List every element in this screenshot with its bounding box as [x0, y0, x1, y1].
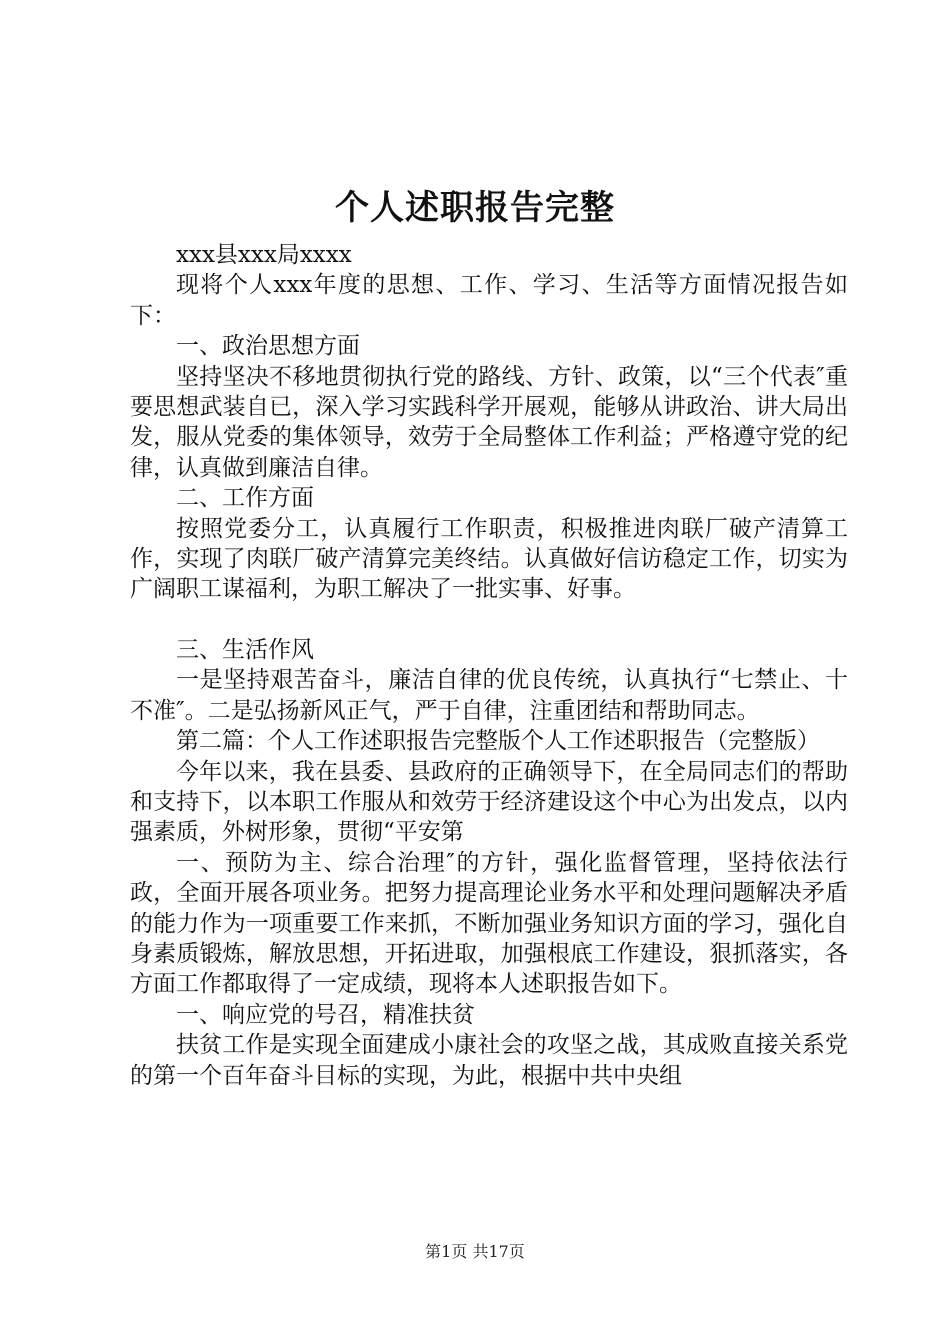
document-body — [130, 240, 848, 1091]
page-number-footer: 第1页 共17页 — [425, 1242, 525, 1261]
intro-paragraph: 现将个人xxx年度的思想、工作、学习、生活等方面情况报告如下： — [130, 272, 848, 329]
addressee-line: xxx县xxx局xxxx — [176, 242, 352, 268]
second-article-heading: 第二篇：个人工作述职报告完整版个人工作述职报告（完整版） — [176, 728, 820, 755]
work-paragraph: 按照党委分工，认真履行工作职责，积极推进肉联厂破产清算工作，实现了肉联厂破产清算完美终结。认真做好信访稳定工作，切实为广阔职工谋福利，为职工解决了一批实事、好事。 — [130, 515, 848, 603]
second-article-intro: 今年以来，我在县委、县政府的正确领导下，在全局同志们的帮助和支持下，以本职工作服从和效劳于经济建设这个中心为出发点，以内强素质，外树形象，贯彻“平安第 — [130, 758, 848, 846]
section-heading-poverty: 一、响应党的号召，精准扶贫 — [176, 1001, 475, 1028]
document-title: 个人述职报告完整 — [335, 188, 615, 228]
politics-paragraph: 坚持坚决不移地贯彻执行党的路线、方针、政策，以“三个代表″重要思想武装自已，深入学习实践科学开展观，能够从讲政治、讲大局出发，服从党委的集体领导，效劳于全局整体工作利益；严格遵守党的纪律，认真做到廉洁自律。 — [130, 363, 848, 481]
poverty-paragraph: 扶贫工作是实现全面建成小康社会的攻坚之战，其成败直接关系党的第一个百年奋斗目标的实现，为此，根据中共中央组 — [130, 1032, 848, 1089]
conduct-paragraph: 一是坚持艰苦奋斗，廉洁自律的优良传统，认真执行“七禁止、十不准″。二是弘扬新风正气，严于自律，注重团结和帮助同志。 — [130, 667, 848, 724]
section-heading-work: 二、工作方面 — [176, 485, 314, 512]
second-article-paragraph: 一、预防为主、综合治理″的方针，强化监督管理，坚持依法行政，全面开展各项业务。把努力提高理论业务水平和处理问题解决矛盾的能力作为一项重要工作来抓，不断加强业务知识方面的学习，强化自身素质锻炼，解放思想，开拓进取，加强根底工作建设，狠抓落实，各方面工作都取得了一定成绩，现将本人述职报告如下。 — [130, 849, 848, 998]
section-heading-politics: 一、政治思想方面 — [176, 333, 360, 360]
section-heading-conduct: 三、生活作风 — [176, 636, 314, 663]
